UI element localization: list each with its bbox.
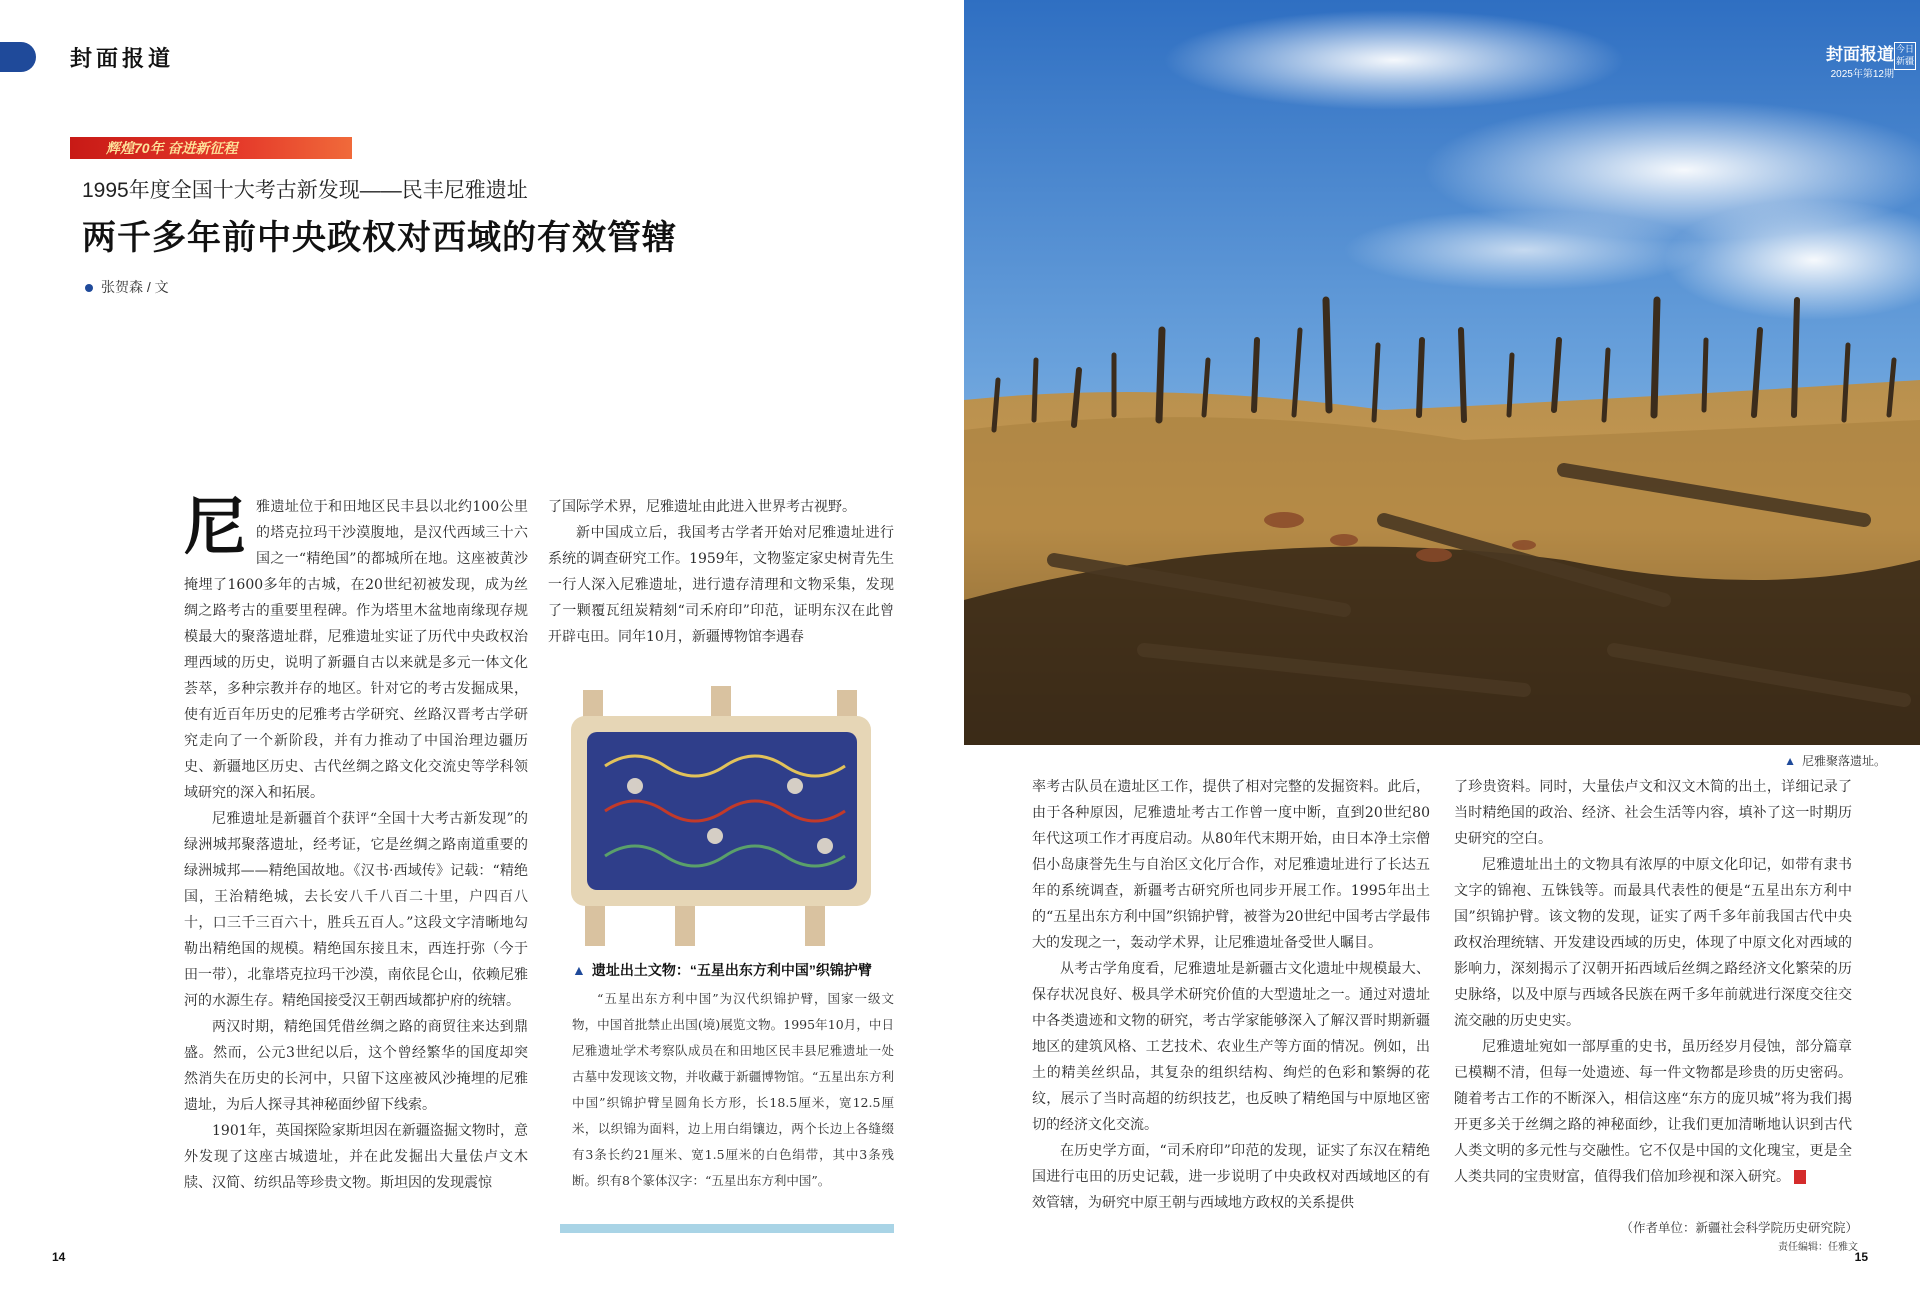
caption-divider <box>560 1224 894 1233</box>
artifact-caption <box>572 986 894 1194</box>
photo-caption-text: 尼雅聚落遗址。 <box>1801 754 1886 768</box>
brocade-armguard-illustration <box>565 686 879 946</box>
paragraph: 从考古学角度看，尼雅遗址是新疆古文化遗址中规模最大、保存状况良好、极具学术研究价值的大型遗址之一。通过对遗址中各类遗迹和文物的研究，考古学家能够深入了解汉晋时期新疆地区的建筑风格、工艺技术、农业生产等方面的情况。例如，出土的精美丝织品，其复杂的组织结构、绚烂的色彩和繁缛的花纹，展示了当时高超的纺织技艺，也反映了精绝国与中原地区密切的经济文化交流。 <box>1032 961 1430 1133</box>
author-affiliation: （作者单位：新疆社会科学院历史研究院） <box>1620 1220 1858 1235</box>
artifact-caption-title-text: 遗址出土文物：“五星出东方利中国”织锦护臂 <box>591 962 872 978</box>
body-column-1 <box>184 490 528 1196</box>
site-photo <box>964 0 1920 745</box>
paragraph <box>1454 1034 1852 1190</box>
article-title: 两千多年前中央政权对西域的有效管辖 <box>82 219 677 257</box>
campaign-banner: 辉煌70年 奋进新征程 <box>70 137 352 159</box>
paragraph: 尼雅遗址是新疆首个获评“全国十大考古新发现”的绿洲城邦聚落遗址，经考证，它是丝绸之路南道重要的绿洲城邦——精绝国故地。《汉书·西域传》记载：“精绝国，王治精绝城，去长安八千八百二十里，户四百八十，口三千三百六十，胜兵五百人。”这段文字清晰地勾勒出精绝国的规模。精绝国东接且末，西连扜弥（今于田一带），北靠塔克拉玛干沙漠，南依昆仑山，依赖尼雅河的水源生存。精绝国接受汉王朝西域都护府的统辖。 <box>184 811 528 1009</box>
paragraph: 在历史学方面，“司禾府印”印范的发现，证实了东汉在精绝国进行屯田的历史记载，进一步说明了中央政权对西域地区的有效管辖，为研究中原王朝与西域地方政权的关系提供 <box>1032 1143 1430 1211</box>
niya-ruins-illustration <box>964 0 1920 745</box>
article-subtitle: 1995年度全国十大考古新发现——民丰尼雅遗址 <box>82 179 528 202</box>
paragraph: 了珍贵资料。同时，大量佉卢文和汉文木简的出土，详细记录了当时精绝国的政治、经济、社会生活等内容，填补了这一时期历史研究的空白。 <box>1454 779 1852 847</box>
body-column-3 <box>1032 774 1430 1216</box>
drop-cap: 尼 <box>184 490 247 563</box>
triangle-icon: ▲ <box>572 962 586 978</box>
paragraph: 了国际学术界，尼雅遗址由此进入世界考古视野。 <box>548 499 856 515</box>
brand-logo-box: 今日新疆 <box>1894 42 1916 70</box>
body-column-2 <box>548 494 894 650</box>
section-title: 封面报道 <box>70 46 175 72</box>
section-marker <box>0 42 36 72</box>
closing-paragraph-text: 尼雅遗址宛如一部厚重的史书，虽历经岁月侵蚀，部分篇章已模糊不清，但每一处遗迹、每一件文物都是珍贵的历史密码。随着考古工作的不断深入，相信这座“东方的庞贝城”将为我们揭开更多关于丝绸之路的神秘面纱，让我们更加清晰地认识到古代人类文明的多元性与交融性。它不仅是中国的文化瑰宝，更是全人类共同的宝贵财富，值得我们倍加珍视和深入研究。 <box>1454 1039 1852 1185</box>
paragraph: 尼雅遗址出土的文物具有浓厚的中原文化印记，如带有隶书文字的锦袍、五铢钱等。而最具代表性的便是“五星出东方利中国”织锦护臂。该文物的发现，证实了两千多年前我国古代中央政权治理统辖、开发建设西域的历史，体现了中原文化对西域的影响力，深刻揭示了汉朝开拓西域后丝绸之路经济文化繁荣的历史脉络，以及中原与西域各民族在两千多年前就进行深度交往交流交融的历史史实。 <box>1454 857 1852 1029</box>
page-number-right: 15 <box>1854 1250 1868 1264</box>
page-number-left: 14 <box>52 1250 66 1264</box>
body-column-4 <box>1454 774 1852 1190</box>
paragraph: 新中国成立后，我国考古学者开始对尼雅遗址进行系统的调查研究工作。1959年，文物鉴定家史树青先生一行人深入尼雅遗址，进行遗存清理和文物采集，发现了一颗覆瓦纽炭精刻“司禾府印”印范，证明东汉在此曾开辟屯田。同年10月，新疆博物馆李遇春 <box>548 525 894 645</box>
artifact-caption-body: “五星出东方利中国”为汉代织锦护臂，国家一级文物，中国首批禁止出国(境)展览文物。1995年10月，中日尼雅遗址学术考察队成员在和田地区民丰县尼雅遗址一处古墓中发现该文物，并收藏于新疆博物馆。“五星出东方利中国”织锦护臂呈圆角长方形，长18.5厘米，宽12.5厘米，以织锦为面料，边上用白绢镶边，两个长边上各缝缀有3条长约21厘米、宽1.5厘米的白色绢带，其中3条残断。织有8个篆体汉字：“五星出东方利中国”。 <box>572 991 894 1188</box>
author-line <box>85 277 169 297</box>
paragraph: 率考古队员在遗址区工作，提供了相对完整的发掘资料。此后，由于各种原因，尼雅遗址考古工作曾一度中断，直到20世纪80年代这项工作才再度启动。从80年代末期开始，由日本净土宗僧侣小岛康誉先生与自治区文化厅合作，对尼雅遗址进行了长达五年的系统调查，新疆考古研究所也同步开展工作。1995年出土的“五星出东方利中国”织锦护臂，被誉为20世纪中国考古学最伟大的发现之一，轰动学术界，让尼雅遗址备受世人瞩目。 <box>1032 779 1430 951</box>
end-mark-icon: J <box>1794 1170 1806 1184</box>
triangle-icon: ▲ <box>1784 754 1796 768</box>
paragraph: 两汉时期，精绝国凭借丝绸之路的商贸往来达到鼎盛。然而，公元3世纪以后，这个曾经繁华的国度却突然消失在历史的长河中，只留下这座被风沙掩埋的尼雅遗址，为后人探寻其神秘面纱留下线索。 <box>184 1019 528 1113</box>
bullet-icon <box>85 284 93 292</box>
brocade-armguard-image <box>565 686 879 946</box>
artifact-caption-title <box>572 960 872 980</box>
author-name: 张贺森 / 文 <box>101 279 169 295</box>
issue-label: 2025年第12期 <box>1830 69 1894 80</box>
editor-credit: 责任编辑：任雅文 <box>1778 1242 1858 1253</box>
paragraph: 雅遗址位于和田地区民丰县以北约100公里的塔克拉玛干沙漠腹地，是汉代西域三十六国之一“精绝国”的都城所在地。这座被黄沙掩埋了1600多年的古城，在20世纪初被发现，成为丝绸之路考古的重要里程碑。作为塔里木盆地南缘现存规模最大的聚落遗址群，尼雅遗址实证了历代中央政权治理西域的历史，说明了新疆自古以来就是多元一体文化荟萃，多种宗教并存的地区。针对它的考古发掘成果，使有近百年历史的尼雅考古学研究、丝路汉晋考古学研究走向了一个新阶段，并有力推动了中国治理边疆历史、新疆地区历史、古代丝绸之路文化交流史等学科领域研究的深入和拓展。 <box>184 499 528 801</box>
brand-name: 封面报道 <box>1826 45 1894 64</box>
magazine-brand <box>1826 40 1914 80</box>
photo-caption <box>1784 752 1886 769</box>
paragraph: 1901年，英国探险家斯坦因在新疆盗掘文物时，意外发现了这座古城遗址，并在此发掘出大量佉卢文木牍、汉简、纺织品等珍贵文物。斯坦因的发现震惊 <box>184 1123 528 1191</box>
